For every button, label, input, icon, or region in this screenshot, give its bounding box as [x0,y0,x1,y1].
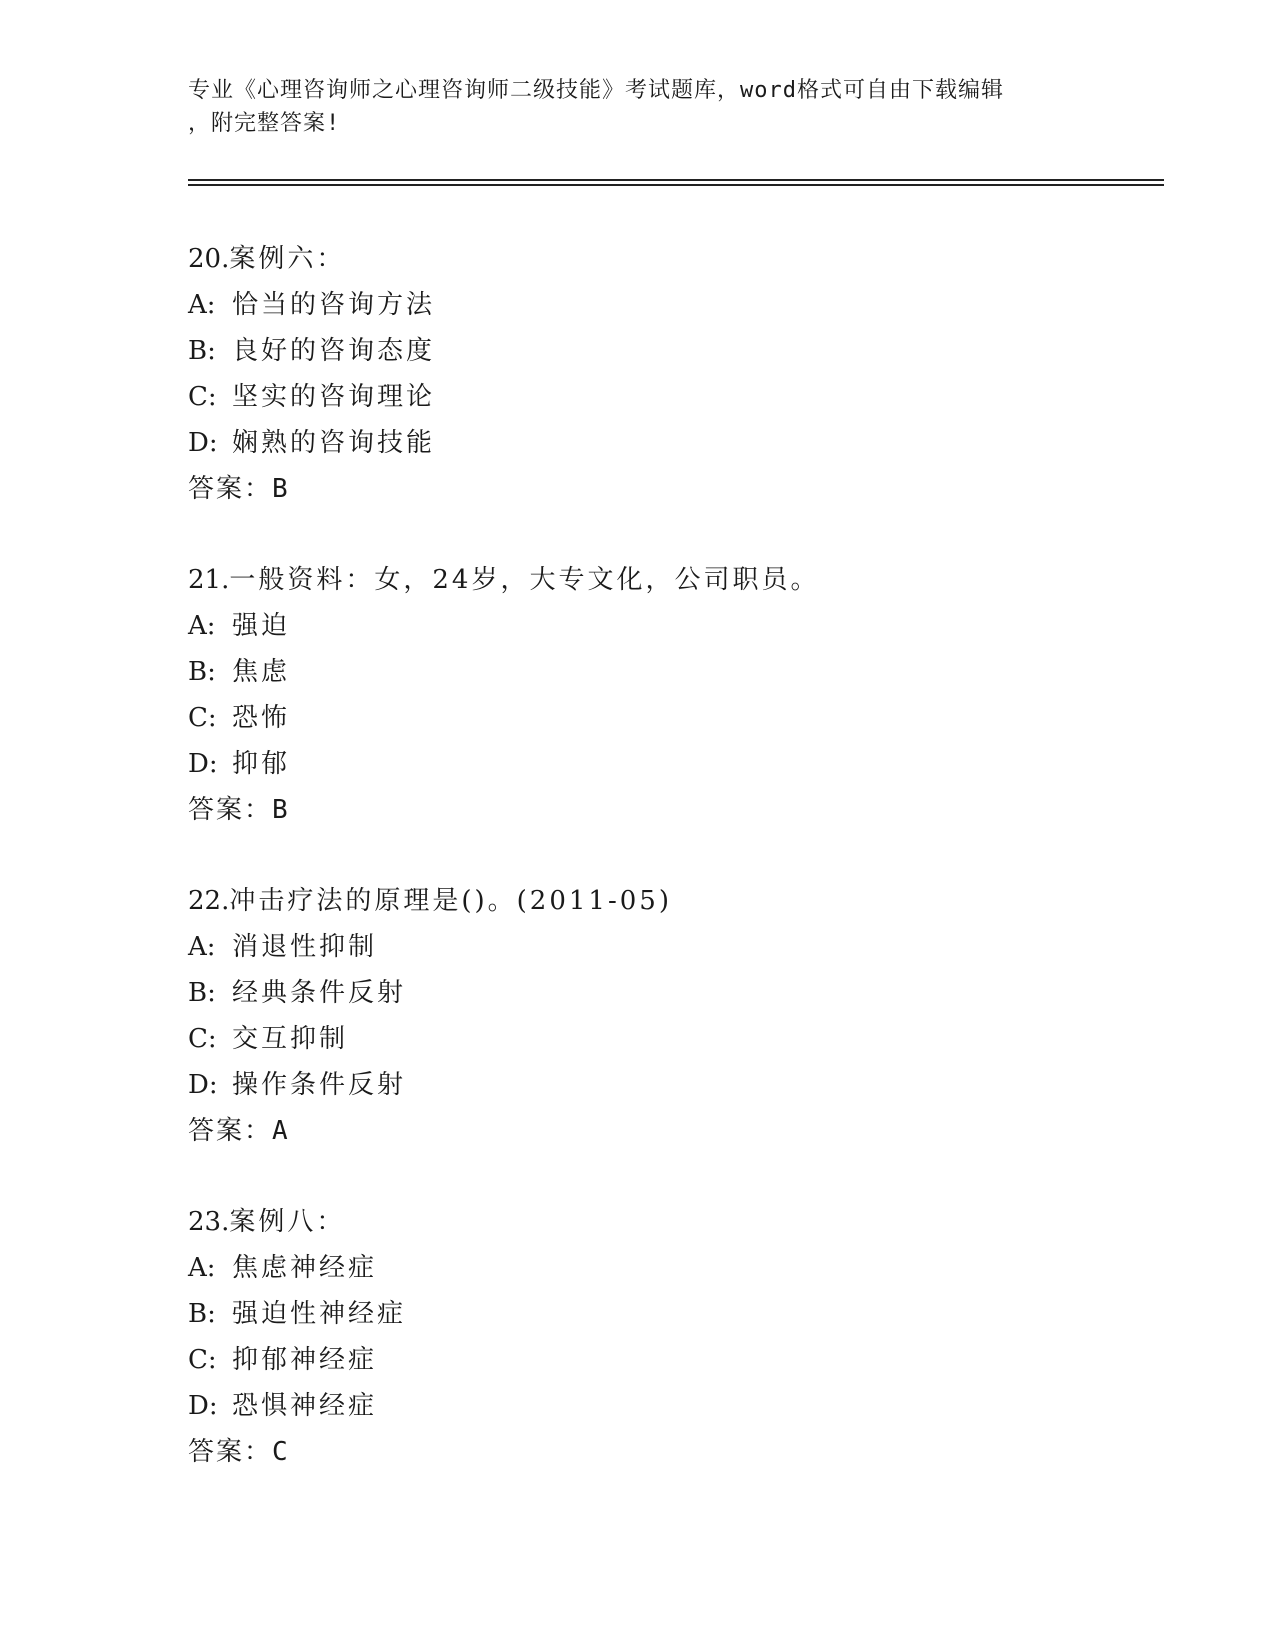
answer [188,1429,1148,1475]
option-text: 消退性抑制 [232,932,378,962]
answer-value: A [272,1116,290,1146]
question-number: 23. [188,1207,230,1237]
option-key: C: [188,703,217,733]
header-line-1: 专业《心理咨询师之心理咨询师二级技能》考试题库，word格式可自由下载编辑 [188,78,1004,103]
option-key: D: [188,1070,218,1100]
option-key: B: [188,978,216,1008]
option-a [188,603,1148,649]
question-23 [188,1199,1148,1475]
option-key: D: [188,749,218,779]
header-divider-bottom [188,184,1164,186]
header-divider-top [188,179,1164,181]
option-key: B: [188,336,216,366]
option-key: D: [188,1391,218,1421]
question-text: 案例八： [229,1207,346,1237]
question-text: 案例六： [229,244,346,274]
question-21 [188,557,1148,833]
option-c [188,695,1148,741]
answer [188,466,1148,512]
option-a [188,924,1148,970]
option-key: B: [188,1299,216,1329]
option-text: 坚实的咨询理论 [232,382,436,412]
question-list [188,236,1148,1520]
answer-label: 答案： [188,474,273,504]
option-key: C: [188,1345,217,1375]
option-b [188,970,1148,1016]
option-key: D: [188,428,218,458]
option-text: 强迫性神经症 [232,1299,407,1329]
answer-value: B [272,795,290,825]
option-text: 焦虑神经症 [232,1253,378,1283]
question-number: 20. [188,244,230,274]
question-stem [188,557,1148,603]
option-b [188,649,1148,695]
option-text: 强迫 [232,611,291,641]
question-stem [188,878,1148,924]
answer-label: 答案： [188,795,273,825]
answer [188,787,1148,833]
option-text: 操作条件反射 [232,1070,407,1100]
question-stem [188,236,1148,282]
answer [188,1108,1148,1154]
option-d [188,1383,1148,1429]
option-b [188,1291,1148,1337]
option-key: A: [188,611,216,641]
option-a [188,282,1148,328]
option-text: 恐惧神经症 [232,1391,378,1421]
option-text: 抑郁 [232,749,291,779]
option-text: 经典条件反射 [232,978,407,1008]
answer-label: 答案： [188,1437,273,1467]
option-text: 交互抑制 [232,1024,349,1054]
question-number: 21. [188,565,230,595]
option-text: 恐怖 [232,703,291,733]
option-text: 焦虑 [232,657,291,687]
option-c [188,1016,1148,1062]
option-text: 娴熟的咨询技能 [232,428,436,458]
header-line-2: ，附完整答案! [188,111,341,136]
answer-label: 答案： [188,1116,273,1146]
option-text: 抑郁神经症 [232,1345,378,1375]
option-c [188,374,1148,420]
option-key: A: [188,1253,216,1283]
question-text: 一般资料：女，24岁，大专文化，公司职员。 [229,565,820,595]
option-key: B: [188,657,216,687]
option-key: A: [188,290,216,320]
question-20 [188,236,1148,512]
option-text: 良好的咨询态度 [232,336,436,366]
option-key: C: [188,382,217,412]
question-text: 冲击疗法的原理是()。(2011-05) [229,886,672,916]
answer-value: B [272,474,290,504]
option-key: A: [188,932,216,962]
option-b [188,328,1148,374]
option-c [188,1337,1148,1383]
question-stem [188,1199,1148,1245]
question-22 [188,878,1148,1154]
option-a [188,1245,1148,1291]
option-d [188,420,1148,466]
option-text: 恰当的咨询方法 [232,290,436,320]
option-d [188,1062,1148,1108]
option-d [188,741,1148,787]
document-header [188,74,1088,140]
answer-value: C [272,1437,290,1467]
option-key: C: [188,1024,217,1054]
question-number: 22. [188,886,230,916]
